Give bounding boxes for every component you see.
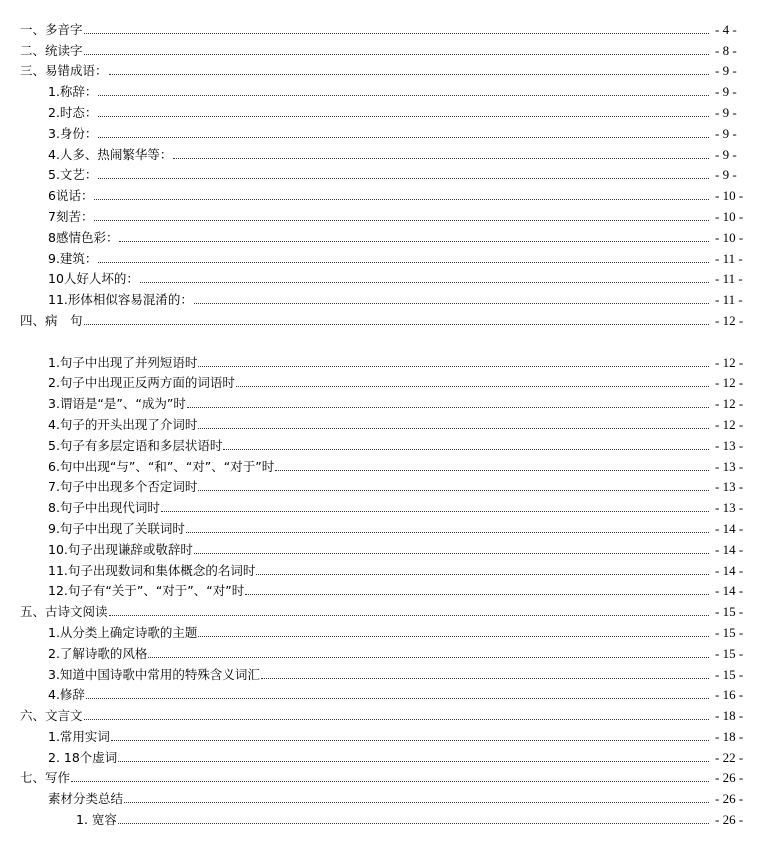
dot-leader [261,677,709,679]
blank-line [0,329,757,350]
toc-entry-page: - 16 - [715,687,744,703]
toc-entry-page: - 12 - [715,312,744,328]
toc-entry-label: 六、文言文 [20,708,83,724]
toc-entry[interactable] [0,516,757,537]
toc-entry[interactable] [0,142,757,163]
toc-entry[interactable] [0,495,757,516]
toc-entry-wenyanwen[interactable] [0,703,757,724]
toc-entry[interactable] [0,350,757,371]
dot-leader [98,177,709,179]
toc-entry-page: - 12 - [715,375,744,391]
toc-entry-label: 1. 宽容 [76,812,117,828]
toc-entry-tongduzi[interactable] [0,38,757,59]
toc-entry[interactable] [0,683,757,704]
toc-entry-page: - 26 - [715,770,744,786]
toc-entry-label: 1.从分类上确定诗歌的主题 [48,624,198,640]
dot-leader [194,302,709,304]
dot-leader [161,510,709,512]
toc-entry-label: 七、写作 [20,770,71,786]
toc-entry-label: 8.句子中出现代词时 [48,500,160,516]
toc-entry[interactable] [0,246,757,267]
dot-leader [109,614,709,616]
toc-entry-label: 1.句子中出现了并列短语时 [48,354,198,370]
dot-leader [98,136,709,138]
dot-leader [98,115,709,117]
dot-leader [94,219,709,221]
toc-entry-page: - 13 - [715,458,744,474]
toc-entry-gushiwen[interactable] [0,599,757,620]
dot-leader [84,323,709,325]
toc-entry-label: 4.人多、热闹繁华等： [48,146,173,162]
toc-entry-xiezuo[interactable] [0,766,757,787]
dot-leader [84,53,709,55]
toc-entry[interactable] [0,225,757,246]
toc-entry[interactable] [0,537,757,558]
dot-leader [118,822,709,824]
toc-entry-label: 4.句子的开头出现了介词时 [48,416,198,432]
dot-leader [94,198,709,200]
toc-entry-label: 12.句子有“关于”、“对于”、“对”时 [48,583,245,599]
dot-leader [111,739,709,741]
toc-entry-page: - 14 - [715,541,744,557]
toc-entry-page: - 13 - [715,437,744,453]
toc-entry-label: 四、病 句 [20,312,83,328]
toc-entry-label: 2.了解诗歌的风格 [48,645,148,661]
dot-leader [98,261,709,263]
toc-entry-page: - 15 - [715,624,744,640]
toc-entry-label: 二、统读字 [20,42,83,58]
toc-entry-page: - 12 - [715,396,744,412]
dot-leader [198,365,709,367]
dot-leader [198,635,709,637]
toc-entry[interactable] [0,163,757,184]
toc-entry-label: 5.句子有多层定语和多层状语时 [48,437,223,453]
toc-entry-page: - 9 - [715,167,737,183]
toc-entry[interactable] [0,786,757,807]
toc-entry-label: 三、易错成语： [20,63,108,79]
toc-entry[interactable] [0,475,757,496]
toc-entry[interactable] [0,641,757,662]
toc-entry[interactable] [0,267,757,288]
toc-entry-page: - 26 - [715,812,744,828]
toc-entry[interactable] [0,204,757,225]
toc-entry[interactable] [0,412,757,433]
dot-leader [86,697,709,699]
toc-entry-page: - 10 - [715,208,744,224]
toc-entry-page: - 14 - [715,562,744,578]
toc-entry-page: - 15 - [715,604,744,620]
toc-entry-page: - 18 - [715,728,744,744]
toc-entry-page: - 26 - [715,791,744,807]
dot-leader [198,427,709,429]
toc-entry[interactable] [0,662,757,683]
toc-entry[interactable] [0,100,757,121]
toc-entry[interactable] [0,287,757,308]
toc-entry-label: 4.修辞 [48,687,85,703]
toc-entry-page: - 9 - [715,146,737,162]
dot-leader [186,531,709,533]
toc-entry-label: 3.知道中国诗歌中常用的特殊含义词汇 [48,666,260,682]
toc-entry-page: - 11 - [715,292,743,308]
toc-entry-yicuo-chengyu[interactable] [0,59,757,80]
toc-entry[interactable] [0,433,757,454]
dot-leader [275,469,709,471]
toc-entry-page: - 22 - [715,749,744,765]
toc-entry-label: 9.句子中出现了关联词时 [48,520,185,536]
toc-entry-page: - 18 - [715,708,744,724]
toc-entry-label: 素材分类总结 [48,791,124,807]
toc-entry-label: 9.建筑： [48,250,98,266]
toc-entry-page: - 10 - [715,188,744,204]
dot-leader [245,593,709,595]
dot-leader [187,406,709,408]
dot-leader [119,240,709,242]
toc-entry-label: 一、多音字 [20,21,83,37]
toc-entry-label: 2. 18个虚词 [48,749,118,765]
toc-entry-page: - 9 - [715,104,737,120]
toc-entry-page: - 9 - [715,84,737,100]
toc-entry-page: - 9 - [715,63,737,79]
toc-entry-label: 1.称辞： [48,84,98,100]
dot-leader [198,489,709,491]
dot-leader [71,780,709,782]
toc-entry-page: - 13 - [715,500,744,516]
dot-leader [148,656,709,658]
toc-entry-label: 10人好人坏的： [48,271,139,287]
toc-entry-label: 6说话： [48,188,94,204]
dot-leader [236,385,709,387]
toc-entry-label: 1.常用实词 [48,728,110,744]
toc-entry-page: - 13 - [715,479,744,495]
dot-leader [118,760,709,762]
toc-entry-page: - 9 - [715,125,737,141]
dot-leader [140,281,709,283]
dot-leader [256,573,709,575]
toc-entry[interactable] [0,371,757,392]
dot-leader [124,801,709,803]
toc-entry-label: 11.形体相似容易混淆的： [48,292,193,308]
toc-entry-label: 6.句中出现“与”、“和”、“对”、“对于”时 [48,458,275,474]
toc-entry-page: - 10 - [715,229,744,245]
toc-entry-page: - 12 - [715,416,744,432]
dot-leader [84,718,709,720]
toc-entry-label: 2.时态： [48,104,98,120]
toc-entry[interactable] [0,79,757,100]
toc-entry[interactable] [0,579,757,600]
toc-entry[interactable] [0,745,757,766]
dot-leader [173,157,709,159]
toc-entry-page: - 12 - [715,354,744,370]
toc-entry-label: 3.身份： [48,125,98,141]
toc-entry[interactable] [0,558,757,579]
toc-entry-page: - 15 - [715,645,744,661]
toc-entry-page: - 14 - [715,520,744,536]
dot-leader [84,32,709,34]
toc-entry-label: 3.谓语是“是”、“成为”时 [48,396,186,412]
toc-entry-label: 五、古诗文阅读 [20,604,108,620]
toc-entry[interactable] [0,724,757,745]
toc-entry-page: - 11 - [715,250,743,266]
toc-entry-label: 10.句子出现谦辞或敬辞时 [48,541,193,557]
toc-entry-label: 11.句子出现数词和集体概念的名词时 [48,562,256,578]
toc-entry-label: 2.句子中出现正反两方面的词语时 [48,375,235,391]
dot-leader [194,552,709,554]
toc-entry-label: 7刻苦： [48,208,94,224]
toc-entry-label: 7.句子中出现多个否定词时 [48,479,198,495]
toc-entry[interactable] [0,391,757,412]
table-of-contents [0,17,757,828]
toc-entry-label: 5.文艺： [48,167,98,183]
toc-entry[interactable] [0,183,757,204]
toc-entry-bingju[interactable] [0,308,757,329]
toc-entry-page: - 4 - [715,21,737,37]
toc-entry-label: 8感情色彩： [48,229,119,245]
dot-leader [109,73,709,75]
toc-entry-page: - 14 - [715,583,744,599]
toc-entry-page: - 15 - [715,666,744,682]
toc-entry-duoyinzi[interactable] [0,17,757,38]
toc-entry[interactable] [0,454,757,475]
dot-leader [98,94,709,96]
toc-entry[interactable] [0,121,757,142]
toc-entry-page: - 11 - [715,271,743,287]
toc-entry-page: - 8 - [715,42,737,58]
toc-entry[interactable] [0,807,757,828]
toc-entry[interactable] [0,620,757,641]
dot-leader [223,448,709,450]
